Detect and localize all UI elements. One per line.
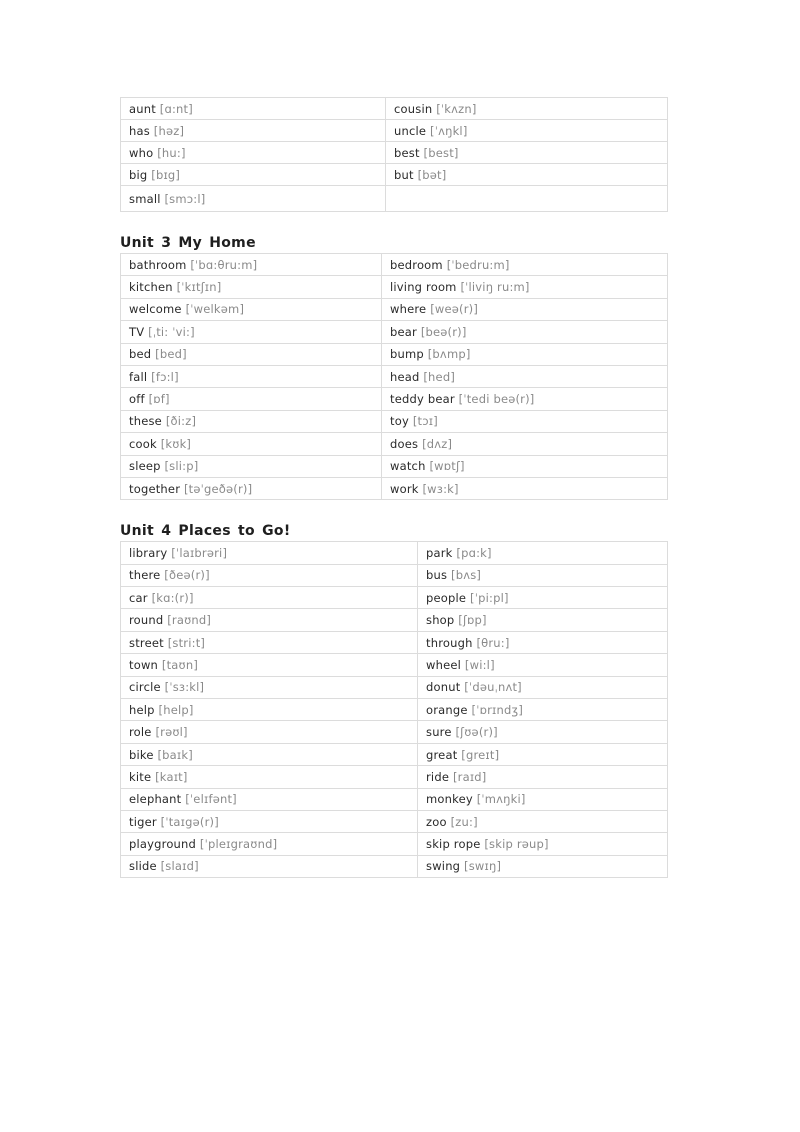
table-row xyxy=(121,766,668,788)
vocab-cell xyxy=(121,343,382,365)
vocab-phonetic: [hu:] xyxy=(157,145,186,160)
table-row xyxy=(121,609,668,631)
vocab-word: has xyxy=(129,123,150,138)
vocab-cell xyxy=(418,542,668,564)
vocab-phonetic: [best] xyxy=(423,145,459,160)
vocab-cell xyxy=(121,254,382,276)
vocab-phonetic: [swɪŋ] xyxy=(464,859,502,874)
vocab-cell xyxy=(121,321,382,343)
vocab-word: bear xyxy=(390,324,417,339)
vocab-cell-empty xyxy=(386,186,668,212)
table-row xyxy=(121,276,668,298)
vocab-table-unit-2 xyxy=(120,97,668,212)
vocab-word: but xyxy=(394,167,414,182)
vocab-cell xyxy=(418,721,668,743)
vocab-word: ride xyxy=(426,769,450,784)
vocab-word: tiger xyxy=(129,814,157,829)
vocab-word: people xyxy=(426,590,467,605)
vocab-word: great xyxy=(426,747,458,762)
vocab-word: car xyxy=(129,590,148,605)
vocab-cell xyxy=(121,743,418,765)
vocab-cell xyxy=(386,98,668,120)
vocab-phonetic: [tɔɪ] xyxy=(412,414,438,429)
vocab-cell xyxy=(121,164,386,186)
vocab-phonetic: [ˈtedi beə(r)] xyxy=(458,392,535,407)
vocab-word: cousin xyxy=(394,101,433,116)
vocab-phonetic: [ˈkʌzn] xyxy=(436,101,477,116)
vocab-word: through xyxy=(426,635,473,650)
vocab-cell xyxy=(121,298,382,320)
vocab-cell xyxy=(418,833,668,855)
vocab-cell xyxy=(418,743,668,765)
vocab-phonetic: [ˈmʌŋki] xyxy=(476,792,526,807)
vocab-phonetic: [dʌz] xyxy=(422,436,453,451)
vocab-cell xyxy=(382,388,668,410)
vocab-cell xyxy=(121,631,418,653)
vocab-phonetic: [ˈsɜ:kl] xyxy=(164,680,205,695)
table-row xyxy=(121,699,668,721)
vocab-word: library xyxy=(129,545,168,560)
vocab-phonetic: [ɑ:nt] xyxy=(159,101,193,116)
vocab-table-unit-3 xyxy=(120,253,668,500)
table-row xyxy=(121,477,668,499)
vocab-word: head xyxy=(390,369,420,384)
vocab-cell xyxy=(121,721,418,743)
vocab-word: toy xyxy=(390,414,409,429)
vocab-phonetic: [kɑ:(r)] xyxy=(151,590,194,605)
vocab-phonetic: [baɪk] xyxy=(157,747,193,762)
vocab-word: bike xyxy=(129,747,154,762)
vocab-cell xyxy=(418,609,668,631)
vocab-cell xyxy=(382,276,668,298)
vocab-phonetic: [slaɪd] xyxy=(160,859,199,874)
vocab-cell xyxy=(382,365,668,387)
vocab-word: teddy bear xyxy=(390,392,455,407)
vocab-phonetic: [wi:l] xyxy=(464,657,495,672)
table-row xyxy=(121,321,668,343)
vocab-word: swing xyxy=(426,859,461,874)
vocab-word: donut xyxy=(426,680,461,695)
vocab-cell xyxy=(386,164,668,186)
vocab-phonetic: [ði:z] xyxy=(165,414,197,429)
vocab-word: fall xyxy=(129,369,148,384)
vocab-cell xyxy=(121,365,382,387)
vocab-cell xyxy=(382,477,668,499)
table-row xyxy=(121,455,668,477)
vocab-cell xyxy=(121,609,418,631)
table-row xyxy=(121,410,668,432)
vocab-cell xyxy=(121,186,386,212)
table-row xyxy=(121,142,668,164)
vocab-cell xyxy=(121,699,418,721)
vocab-phonetic: [θru:] xyxy=(476,635,510,650)
vocab-cell xyxy=(418,676,668,698)
vocab-phonetic: [bed] xyxy=(155,347,187,362)
vocab-phonetic: [wɒtʃ] xyxy=(429,459,465,474)
vocab-phonetic: [weə(r)] xyxy=(430,302,479,317)
vocab-cell xyxy=(121,833,418,855)
table-row xyxy=(121,365,668,387)
vocab-phonetic: [raʊnd] xyxy=(167,613,212,628)
table-row xyxy=(121,186,668,212)
vocab-word: welcome xyxy=(129,302,182,317)
table-row xyxy=(121,743,668,765)
vocab-phonetic: [rəʊl] xyxy=(155,725,188,740)
vocab-cell xyxy=(382,455,668,477)
vocab-word: work xyxy=(390,481,419,496)
vocab-phonetic: [taʊn] xyxy=(161,657,199,672)
vocab-word: wheel xyxy=(426,657,462,672)
vocab-cell xyxy=(121,455,382,477)
vocab-phonetic: [fɔ:l] xyxy=(151,369,179,384)
vocab-phonetic: [ðeə(r)] xyxy=(164,568,210,583)
vocab-cell xyxy=(121,410,382,432)
vocab-word: bus xyxy=(426,568,448,583)
vocab-phonetic: [ˈbedru:m] xyxy=(446,257,510,272)
vocab-word: town xyxy=(129,657,159,672)
vocab-phonetic: [ˈʌŋkl] xyxy=(430,123,468,138)
vocab-word: orange xyxy=(426,702,468,717)
table-row xyxy=(121,788,668,810)
vocab-phonetic: [ˈbɑ:θru:m] xyxy=(190,257,258,272)
vocab-phonetic: [zu:] xyxy=(450,814,478,829)
vocab-phonetic: [pɑ:k] xyxy=(456,545,492,560)
vocab-cell xyxy=(382,410,668,432)
vocab-word: aunt xyxy=(129,101,156,116)
vocab-cell xyxy=(121,587,418,609)
table-row xyxy=(121,98,668,120)
table-row xyxy=(121,721,668,743)
vocab-phonetic: [bʌmp] xyxy=(427,347,471,362)
vocab-phonetic: [ˈɒrɪndʒ] xyxy=(471,702,524,717)
vocab-word: together xyxy=(129,481,181,496)
vocab-word: best xyxy=(394,145,420,160)
vocab-word: street xyxy=(129,635,164,650)
vocab-word: round xyxy=(129,613,164,628)
vocab-phonetic: [stri:t] xyxy=(167,635,206,650)
vocab-phonetic: [help] xyxy=(158,702,194,717)
vocab-cell xyxy=(121,477,382,499)
vocab-word: role xyxy=(129,725,152,740)
vocab-cell xyxy=(382,433,668,455)
vocab-phonetic: [ˈwelkəm] xyxy=(185,302,245,317)
vocab-word: skip rope xyxy=(426,837,481,852)
vocab-cell xyxy=(121,433,382,455)
table-row xyxy=(121,433,668,455)
vocab-cell xyxy=(121,788,418,810)
vocab-phonetic: [hed] xyxy=(423,369,456,384)
table-row xyxy=(121,388,668,410)
vocab-word: bathroom xyxy=(129,257,187,272)
vocab-word: small xyxy=(129,191,161,206)
vocab-phonetic: [greɪt] xyxy=(461,747,500,762)
vocab-word: these xyxy=(129,414,162,429)
vocab-word: help xyxy=(129,702,155,717)
vocab-cell xyxy=(418,587,668,609)
vocab-cell xyxy=(121,855,418,877)
vocab-cell xyxy=(121,810,418,832)
vocab-phonetic: [bʌs] xyxy=(451,568,482,583)
vocab-phonetic: [həz] xyxy=(153,123,185,138)
vocab-word: slide xyxy=(129,859,157,874)
table-row xyxy=(121,343,668,365)
vocab-word: monkey xyxy=(426,792,473,807)
vocab-word: sure xyxy=(426,725,452,740)
vocab-phonetic: [ˈkɪtʃɪn] xyxy=(176,280,222,295)
vocab-phonetic: [kaɪt] xyxy=(155,769,188,784)
table-row xyxy=(121,833,668,855)
vocab-cell xyxy=(386,120,668,142)
vocab-cell xyxy=(382,321,668,343)
vocab-word: off xyxy=(129,392,145,407)
vocab-cell xyxy=(121,276,382,298)
vocab-cell xyxy=(382,343,668,365)
vocab-cell xyxy=(418,699,668,721)
vocabulary-page xyxy=(120,97,667,878)
vocab-cell xyxy=(386,142,668,164)
vocab-word: bump xyxy=(390,347,424,362)
table-row xyxy=(121,542,668,564)
vocab-cell xyxy=(382,298,668,320)
table-row xyxy=(121,587,668,609)
table-row xyxy=(121,254,668,276)
vocab-phonetic: [ʃʊə(r)] xyxy=(455,725,498,740)
vocab-word: playground xyxy=(129,837,197,852)
vocab-phonetic: [skip rəup] xyxy=(484,837,549,852)
vocab-phonetic: [ˈpleɪgraʊnd] xyxy=(199,837,278,852)
vocab-phonetic: [ˈlaɪbrəri] xyxy=(171,545,228,560)
vocab-cell xyxy=(121,120,386,142)
vocab-phonetic: [wɜ:k] xyxy=(422,481,459,496)
vocab-cell xyxy=(418,810,668,832)
vocab-word: kitchen xyxy=(129,280,173,295)
vocab-table-unit-4 xyxy=(120,541,668,878)
vocab-word: shop xyxy=(426,613,455,628)
unit-4-heading: Unit 4 Places to Go! xyxy=(120,523,291,540)
table-row xyxy=(121,855,668,877)
vocab-word: where xyxy=(390,302,427,317)
vocab-cell xyxy=(121,98,386,120)
vocab-cell xyxy=(121,564,418,586)
vocab-word: does xyxy=(390,436,419,451)
vocab-word: elephant xyxy=(129,792,182,807)
vocab-cell xyxy=(418,855,668,877)
vocab-word: TV xyxy=(129,324,145,339)
unit-3-heading: Unit 3 My Home xyxy=(120,235,256,251)
vocab-word: big xyxy=(129,167,148,182)
vocab-phonetic: [ˈdəuˌnʌt] xyxy=(464,680,522,695)
vocab-cell xyxy=(382,254,668,276)
table-row xyxy=(121,298,668,320)
vocab-phonetic: [beə(r)] xyxy=(420,324,467,339)
table-row xyxy=(121,120,668,142)
vocab-word: zoo xyxy=(426,814,447,829)
vocab-word: kite xyxy=(129,769,152,784)
table-row xyxy=(121,676,668,698)
table-row xyxy=(121,631,668,653)
vocab-cell xyxy=(121,142,386,164)
vocab-phonetic: [bɪg] xyxy=(151,167,181,182)
vocab-cell xyxy=(121,676,418,698)
vocab-phonetic: [ˈelɪfənt] xyxy=(185,792,237,807)
vocab-word: living room xyxy=(390,280,457,295)
vocab-word: uncle xyxy=(394,123,427,138)
vocab-phonetic: [raɪd] xyxy=(452,769,487,784)
vocab-word: sleep xyxy=(129,459,161,474)
vocab-word: bedroom xyxy=(390,257,443,272)
vocab-phonetic: [sli:p] xyxy=(164,459,199,474)
vocab-phonetic: [ˈliviŋ ru:m] xyxy=(460,280,530,295)
vocab-phonetic: [təˈgeðə(r)] xyxy=(183,481,253,496)
vocab-word: park xyxy=(426,545,453,560)
table-row xyxy=(121,164,668,186)
vocab-phonetic: [bət] xyxy=(417,167,447,182)
table-row xyxy=(121,564,668,586)
table-row xyxy=(121,810,668,832)
vocab-cell xyxy=(121,766,418,788)
vocab-cell xyxy=(418,766,668,788)
vocab-phonetic: [ʃɒp] xyxy=(458,613,487,628)
vocab-word: there xyxy=(129,568,161,583)
table-row xyxy=(121,654,668,676)
vocab-word: circle xyxy=(129,680,161,695)
vocab-cell xyxy=(418,564,668,586)
vocab-phonetic: [ˈtaɪgə(r)] xyxy=(160,814,219,829)
vocab-cell xyxy=(418,788,668,810)
vocab-word: who xyxy=(129,145,154,160)
vocab-cell xyxy=(418,631,668,653)
vocab-phonetic: [ɒf] xyxy=(148,392,170,407)
vocab-cell xyxy=(418,654,668,676)
vocab-phonetic: [kʊk] xyxy=(160,436,192,451)
vocab-phonetic: [ˌti: ˈvi:] xyxy=(148,324,195,339)
vocab-cell xyxy=(121,388,382,410)
vocab-cell xyxy=(121,654,418,676)
vocab-phonetic: [smɔ:l] xyxy=(164,191,206,206)
vocab-word: bed xyxy=(129,347,152,362)
vocab-phonetic: [ˈpi:pl] xyxy=(470,590,509,605)
vocab-word: cook xyxy=(129,436,157,451)
vocab-word: watch xyxy=(390,459,426,474)
vocab-cell xyxy=(121,542,418,564)
